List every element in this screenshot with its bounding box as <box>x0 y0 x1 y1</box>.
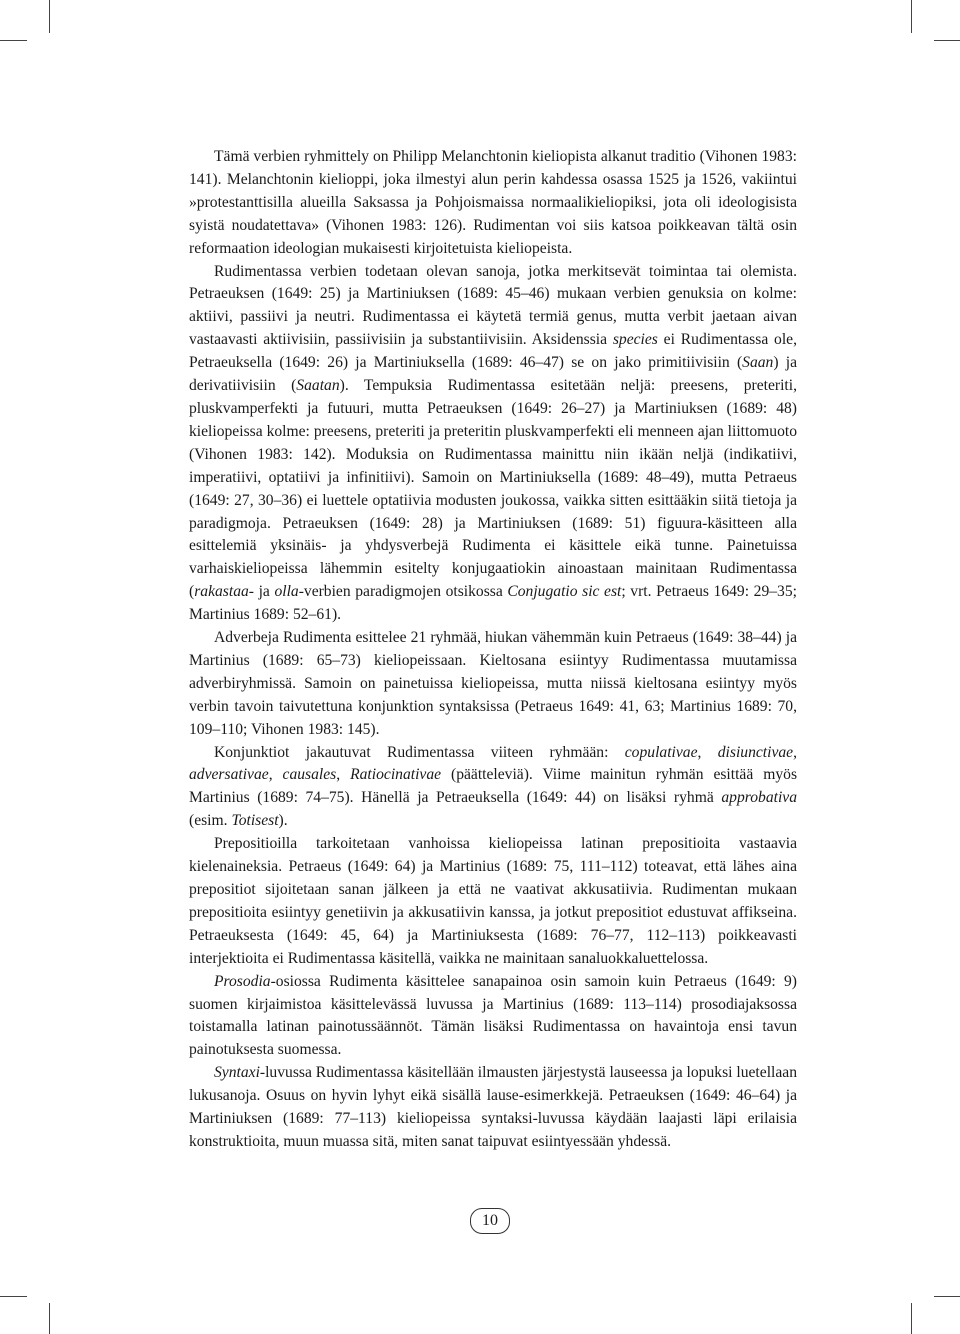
paragraph <box>189 627 797 742</box>
italic-run: species <box>612 331 658 349</box>
paragraph <box>189 833 797 970</box>
paragraph <box>189 261 797 628</box>
italic-run: copulativae <box>624 743 698 761</box>
italic-run: Conjugatio sic est <box>507 583 622 601</box>
text-run: ja <box>253 583 275 601</box>
text-run: Tämä verbien ryhmittely on Philipp Melanchtonin kieliopista alkanut traditio (Vihonen 1983: 141). Melanchtonin kielioppi, joka ilmestyi alun perin kahdessa osassa 1525 ja 1526, vakiintui »protestanttisilla alueilla Saksassa ja Pohjoismaissa normaalikieliopiksi, jota oli ideologisista syistä noudatettava» (Vihonen 1983: 126). Rudimentan voi siis katsoa poikkeavan tältä osin reformaation ideologian mukaisesti kirjoitetuista kieliopeista. <box>189 148 797 257</box>
text-run: ei Rudimentassa ole, Petraeuksella (1649: 26) ja Martiniuksella (1689: 46–47) se on jako primitiivisiin ( <box>189 331 797 372</box>
italic-run: approbativa <box>721 789 797 807</box>
crop-mark <box>49 0 50 33</box>
body-text <box>189 146 797 1154</box>
text-run: -osiossa Rudimenta käsittelee sanapainoa osin samoin kuin Petraeus (1649: 9) suomen kirjaimistoa käsittelevässä luvussa ja Martinius (1689: 113–114) prosodiajaksossa toistamalla latinan painotussäännöt. Tämän lisäksi Rudimentassa on havaintoja ensi tavun painotuksesta suomessa. <box>189 972 797 1059</box>
page-number: 10 <box>470 1208 510 1234</box>
text-run: , <box>793 743 798 761</box>
paragraph <box>189 1062 797 1154</box>
italic-run: disiunctivae <box>717 743 794 761</box>
crop-mark <box>934 1296 960 1297</box>
paragraph <box>189 742 797 834</box>
italic-run: adversativae <box>189 766 269 784</box>
italic-run: Totisest <box>231 812 279 830</box>
italic-run: causales <box>282 766 337 784</box>
text-run: (päätteleviä). Viime mainitun ryhmän esittää myös Martinius (1689: 74–75). Hänellä ja Petraeuksella (1649: 44) on lisäksi ryhmä <box>189 766 798 807</box>
text-run: , <box>268 766 283 784</box>
text-run: -verbien paradigmojen otsikossa <box>298 583 508 601</box>
crop-mark <box>934 40 960 41</box>
italic-run: rakastaa- <box>194 583 254 601</box>
text-run: ). <box>278 812 288 830</box>
italic-run: Ratiocinativae <box>350 766 442 784</box>
text-run: Adverbeja Rudimenta esittelee 21 ryhmää, hiukan vähemmän kuin Petraeus (1649: 38–44) ja Martinius (1689: 65–73) kieliopeissaan. Kieltosana esiintyy Rudimentassa muutamissa adverbiryhmissä. Samoin on painetuissa kieliopeissa, mutta niissä kieltosana esiintyy myös verbin tavoin taivutettuna konjunktion syntaksissa (Petraeus 1649: 41, 63; Martinius 1689: 70, 109–110; Vihonen 1983: 145). <box>189 629 797 738</box>
italic-run: Saan <box>742 354 774 372</box>
italic-run: Saatan <box>296 377 340 395</box>
crop-mark <box>911 0 912 33</box>
italic-run: Syntaxi <box>214 1064 260 1082</box>
text-run: Rudimentassa verbien todetaan olevan sanoja, jotka merkitsevät toimintaa tai olemista. Petraeuksen (1649: 25) ja Martiniuksen (1689: 45–46) mukaan verbien genuksia on kolme: aktiivi, passiivi ja neutri. Rudimentassa ei käytetä termiä genus, mutta verbit jaetaan aivan vastaavasti aktiivisiin, passiivisiin ja substantiivisiin. Aksidenssia <box>189 262 797 349</box>
crop-mark <box>911 1303 912 1334</box>
italic-run: Prosodia <box>214 972 271 990</box>
text-run: ) ja derivatiivisiin ( <box>189 354 797 395</box>
text-run: Konjunktiot jakautuvat Rudimentassa viiteen ryhmään: <box>214 743 625 761</box>
paragraph <box>189 146 797 261</box>
crop-mark <box>0 40 27 41</box>
crop-mark <box>49 1303 50 1334</box>
italic-run: olla <box>274 583 299 601</box>
text-run: (esim. <box>189 812 232 830</box>
text-run: , <box>336 766 351 784</box>
text-run: -luvussa Rudimentassa käsitellään ilmausten järjestystä lauseessa ja lopuksi luetellaan lukusanoja. Osuus on hyvin lyhyt eikä sisällä lause-esimerkkejä. Petraeuksen (1649: 46–64) ja Martiniuksen (1689: 77–113) kieliopeissa syntaksi-luvussa käydään laajasti läpi erilaisia konstruktioita, muun muassa sitä, miten sanat taipuvat esiintyessään yhdessä. <box>189 1064 797 1150</box>
text-run: , <box>697 743 718 761</box>
text-run: ; vrt. Petraeus 1649: 29–35; Martinius 1689: 52–61). <box>189 583 797 624</box>
crop-mark <box>0 1296 27 1297</box>
paragraph <box>189 971 797 1063</box>
text-run: Prepositioilla tarkoitetaan vanhoissa kieliopeissa latinan prepositioita vastaavia kielenaineksia. Petraeus (1649: 64) ja Martinius (1689: 75, 111–112) toteavat, että lähes aina prepositiot sijoitetaan sanan jälkeen ja että ne vaativat akkusatiivia. Rudimentan mukaan prepositioita esiintyy genetiivin ja akkusatiivin kanssa, ja jotkut prepositiot edustuvat affikseina. Petraeuksesta (1649: 45, 64) ja Martiniuksesta (1689: 76–77, 112–113) poikkeavasti interjektioita ei Rudimentassa käsitellä, vaikka ne mainitaan sanaluokkaluettelossa. <box>189 835 797 967</box>
text-run: ). Tempuksia Rudimentassa esitetään neljä: preesens, preteriti, pluskvamperfekti ja futuuri, mutta Petraeuksen (1649: 26–27) ja Martiniuksen (1689: 48) kieliopeissa kolme: preesens, preteriti ja preteritin pluskvamperfekti eli menneen ajan liittomuoto (Vihonen 1983: 142). Moduksia on Rudimentassa mainittu niin ikään neljä (indikatiivi, imperatiivi, optatiivi ja infinitiivi). Samoin on Martiniuksella (1689: 48–49), mutta Petraeus (1649: 27, 30–36) ei luettele optatiivia modusten joukossa, vaikka sitten esittääkin siitä tietoja ja paradigmoja. Petraeuksen (1649: 28) ja Martiniuksen (1689: 51) figuura-käsitteen alla esittelemiä yksinäis- ja yhdysverbejä Rudimenta ei käsittele eikä tunne. Painetuissa varhaiskieliopeissa lähemmin esitelty konjugaatiokin ainoastaan mainitaan Rudimentassa ( <box>189 377 797 601</box>
